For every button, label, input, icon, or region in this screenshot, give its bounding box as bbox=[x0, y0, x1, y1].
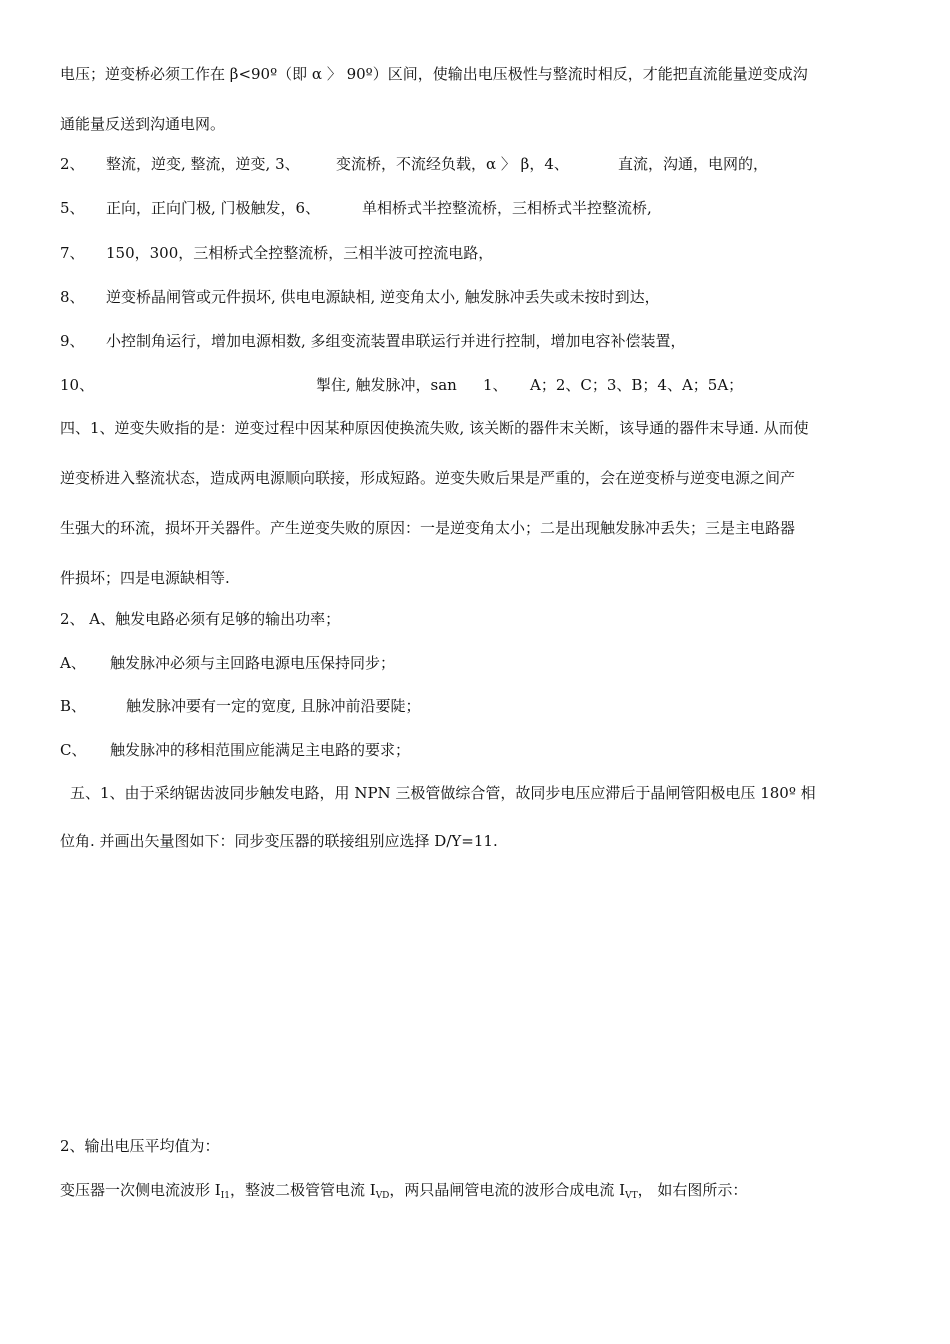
paragraph-line: 位角. 并画出矢量图如下：同步变压器的联接组别应选择 D/Y=11. bbox=[60, 832, 498, 850]
paragraph-line: 通能量反送到沟通电网。 bbox=[60, 115, 226, 133]
answer-text: 单相桥式半控整流桥，三相桥式半控整流桥, bbox=[362, 199, 652, 217]
item-number: 10、 bbox=[60, 376, 95, 394]
paragraph-line: 五、1、由于采纳锯齿波同步触发电路，用 NPN 三极管做综合管，故同步电压应滞后于晶闸管阳极电压 180º 相 bbox=[70, 784, 816, 802]
paragraph-line: 生强大的环流，损坏开关器件。产生逆变失败的原因：一是逆变角太小；二是出现触发脉冲丢失；三是主电路器 bbox=[60, 519, 796, 537]
requirement-text: 触发脉冲必须与主回路电源电压保持同步； bbox=[110, 654, 396, 672]
item-number: 9、 bbox=[60, 332, 85, 350]
paragraph-line: 电压；逆变桥必须工作在 β<90º（即 α 〉 90º）区间，使输出电压极性与整流时相反，才能把直流能量逆变成沟 bbox=[60, 65, 808, 83]
requirement-text: 触发脉冲要有一定的宽度, 且脉冲前沿要陡； bbox=[126, 697, 421, 715]
text-run: ， 如右图所示： bbox=[637, 1181, 748, 1199]
paragraph-line: 四、1、逆变失败指的是：逆变过程中因某种原因使换流失败, 该关断的器件末关断，该导通的器件末导通. 从而使 bbox=[60, 419, 809, 437]
answer-text: 150，300，三相桥式全控整流桥，三相半波可控流电路， bbox=[106, 244, 494, 262]
answer-line-5 bbox=[60, 201, 652, 216]
requirement-text: 触发脉冲的移相范围应能满足主电路的要求； bbox=[110, 741, 411, 759]
item-number: A、 bbox=[60, 654, 86, 672]
item-number: 2、 bbox=[60, 155, 85, 173]
paragraph-line: 2、输出电压平均值为： bbox=[60, 1137, 220, 1155]
item-number: 5、 bbox=[60, 199, 85, 217]
answer-text: 整流，逆变, 整流，逆变, 3、 bbox=[106, 155, 300, 173]
answer-line-9 bbox=[60, 334, 686, 349]
item-number: B、 bbox=[60, 697, 87, 715]
answer-line-7 bbox=[60, 246, 493, 261]
paragraph-line: 件损坏；四是电源缺相等. bbox=[60, 569, 230, 587]
subscript: VD bbox=[375, 1191, 390, 1201]
paragraph-line bbox=[60, 1181, 748, 1201]
text-run: ，整波二极管管电流 I bbox=[229, 1181, 376, 1199]
answer-text: 掣住, 触发脉冲，san bbox=[316, 376, 457, 394]
answer-line-2 bbox=[60, 157, 768, 172]
text-run: 变压器一次侧电流波形 I bbox=[60, 1181, 221, 1199]
answer-line-8 bbox=[60, 290, 660, 305]
answer-text: 小控制角运行，增加电源相数, 多组变流装置串联运行并进行控制，增加电容补偿装置， bbox=[106, 332, 686, 350]
text-run: ，两只晶闸管电流的波形合成电流 I bbox=[389, 1181, 626, 1199]
paragraph-line: 2、 A、触发电路必须有足够的输出功率； bbox=[60, 610, 341, 628]
answer-text: 直流，沟通，电网的， bbox=[618, 155, 769, 173]
answer-text: 逆变桥晶闸管或元件损坏, 供电电源缺相, 逆变角太小, 触发脉冲丢失或未按时到达， bbox=[106, 288, 660, 306]
answer-text: 正向，正向门极, 门极触发，6、 bbox=[106, 199, 321, 217]
answer-text: 变流桥，不流经负载，α 〉 β，4、 bbox=[336, 155, 569, 173]
item-number: C、 bbox=[60, 741, 87, 759]
answer-text: 1、 bbox=[483, 376, 508, 394]
answer-text: A；2、C；3、B；4、A；5A； bbox=[530, 376, 744, 394]
subscript: I1 bbox=[220, 1191, 230, 1201]
item-number: 7、 bbox=[60, 244, 85, 262]
subscript: VT bbox=[625, 1191, 638, 1201]
answer-line-10 bbox=[60, 378, 743, 393]
item-number: 8、 bbox=[60, 288, 85, 306]
requirement-b bbox=[60, 699, 421, 714]
paragraph-line: 逆变桥进入整流状态，造成两电源顺向联接，形成短路。逆变失败后果是严重的，会在逆变桥与逆变电源之间产 bbox=[60, 469, 796, 487]
requirement-a bbox=[60, 656, 395, 671]
requirement-c bbox=[60, 743, 410, 758]
